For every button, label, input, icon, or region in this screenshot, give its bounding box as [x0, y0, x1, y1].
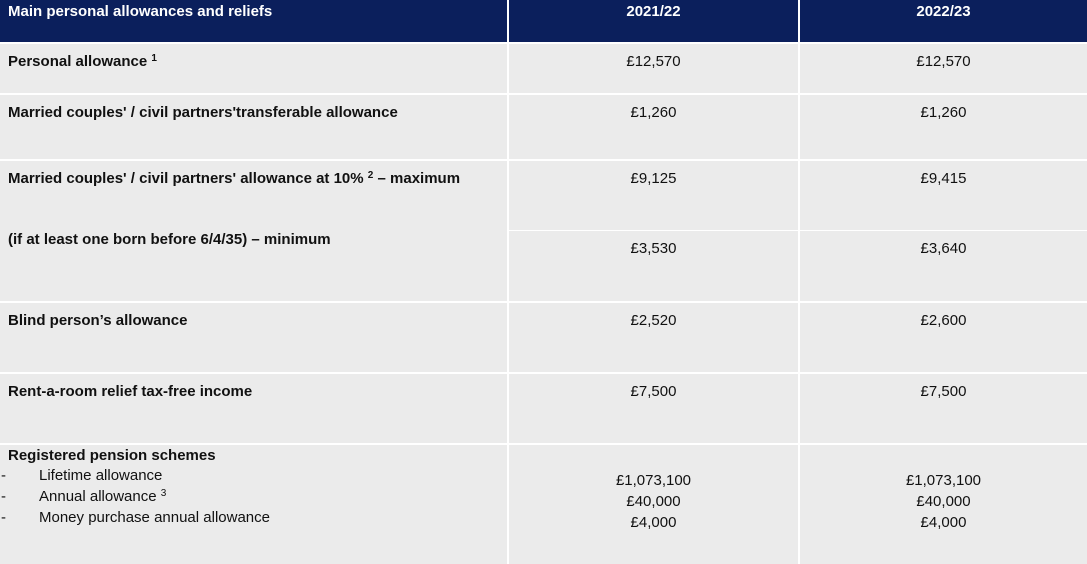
blind-persons-allowance-label: Blind person’s allowance [0, 303, 507, 372]
annual-value: £40,000 [626, 493, 681, 510]
married-allowance-label: Married couples' / civil partners' allowance at 10% [8, 170, 364, 187]
value-2021-22: £9,125 [509, 161, 798, 230]
table-row [0, 230, 1087, 301]
table-row [0, 445, 1087, 564]
pension-schemes-label: Registered pension schemes [8, 447, 216, 464]
row-label [0, 44, 507, 93]
header-year-2022-23: 2022/23 [800, 0, 1087, 42]
header-year-2021-22: 2021/22 [509, 0, 798, 42]
value-2022-23: £3,640 [800, 230, 1087, 301]
footnote-marker: 3 [160, 488, 167, 499]
married-allowance-minimum-label: (if at least one born before 6/4/35) – minimum [0, 230, 507, 301]
pension-sublist [1, 465, 507, 528]
value-2022-23: £7,500 [800, 374, 1087, 443]
annual-allowance-label: Annual allowance [39, 488, 157, 505]
money-purchase-allowance-label: Money purchase annual allowance [39, 509, 270, 526]
value-2021-22: £1,260 [509, 95, 798, 159]
table-row [0, 95, 1087, 159]
table-row [0, 161, 1087, 230]
table-row [0, 374, 1087, 443]
married-allowance-maximum-label: – maximum [377, 170, 461, 187]
value-2021-22: £12,570 [509, 44, 798, 93]
dash-bullet: - [1, 467, 6, 484]
dash-bullet: - [1, 509, 6, 526]
value-2022-23: £12,570 [800, 44, 1087, 93]
table-header-row [0, 0, 1087, 42]
money-purchase-value: £4,000 [630, 514, 677, 531]
value-2021-22 [509, 445, 798, 564]
lifetime-value: £1,073,100 [905, 472, 982, 489]
footnote-marker: 1 [151, 53, 157, 64]
value-2022-23: £1,260 [800, 95, 1087, 159]
value-2022-23: £9,415 [800, 161, 1087, 230]
row-label [0, 161, 507, 230]
value-2021-22: £3,530 [509, 230, 798, 301]
table-row [0, 44, 1087, 93]
annual-value: £40,000 [916, 493, 971, 510]
value-2021-22: £7,500 [509, 374, 798, 443]
list-item [1, 486, 507, 507]
list-item [1, 465, 507, 486]
personal-allowance-label: Personal allowance [8, 53, 148, 70]
dash-bullet: - [1, 488, 6, 505]
rent-a-room-label: Rent-a-room relief tax-free income [0, 374, 507, 443]
money-purchase-value: £4,000 [920, 514, 967, 531]
lifetime-allowance-label: Lifetime allowance [39, 467, 163, 484]
value-2021-22: £2,520 [509, 303, 798, 372]
lifetime-value: £1,073,100 [615, 472, 692, 489]
row-label [0, 445, 507, 564]
footnote-marker: 2 [367, 170, 374, 181]
list-item [1, 507, 507, 528]
value-2022-23 [800, 445, 1087, 564]
header-title: Main personal allowances and reliefs [0, 0, 507, 42]
transferable-allowance-label: Married couples' / civil partners'transferable allowance [0, 95, 507, 159]
table-row [0, 303, 1087, 372]
value-2022-23: £2,600 [800, 303, 1087, 372]
